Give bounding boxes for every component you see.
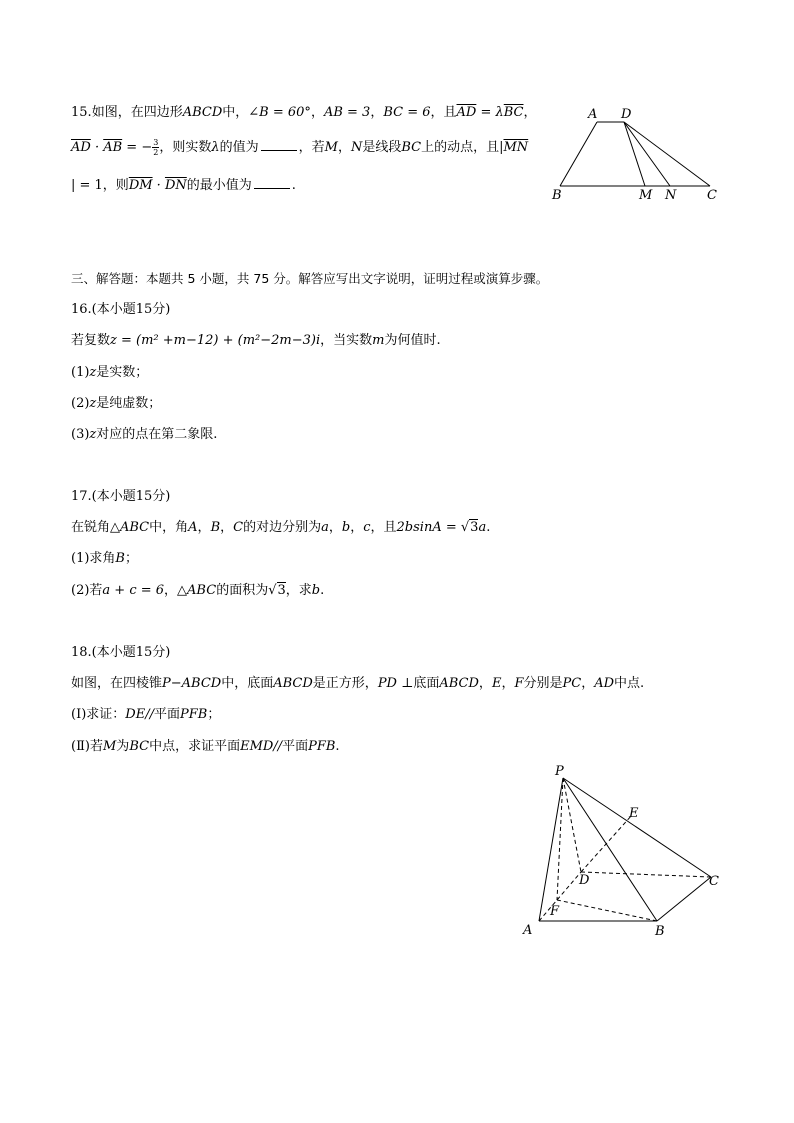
math: BC [401,140,422,155]
text: 的面积为 [216,583,269,598]
math: λ [211,140,220,155]
math: a [321,520,329,535]
text: ，△ [164,583,188,598]
text: (1)求角 [71,551,116,566]
math: a [478,520,487,535]
text: ， [328,520,342,535]
math: c [363,520,371,535]
math: AB = 3 [323,105,371,120]
q16-part-1 [71,364,148,382]
q18-stem [71,675,644,693]
text: 平面 [153,707,180,722]
text: (Ⅱ)若 [71,739,103,754]
segment-de [581,815,632,872]
text: 是纯虚数； [96,396,162,411]
math: DE// [125,707,154,722]
label-b: B [655,924,665,939]
q18-part-1 [71,706,220,724]
math: M [324,140,338,155]
label-d: D [579,873,590,888]
math: B = 60° [259,105,311,120]
text: ， [581,676,595,691]
math: E [491,676,502,691]
text: . [291,178,296,193]
math: z [89,427,97,442]
math: b [341,520,351,535]
math: A [188,520,198,535]
math: AD [594,676,615,691]
label-c: C [707,188,717,203]
q15-line-1 [71,104,537,122]
text: 中，底面 [221,676,274,691]
text: . [486,520,491,535]
text: 若复数 [71,333,111,348]
q16-title: 16.(本小题15分) [71,302,171,317]
vector-dm: $\overline{DM}$ [128,178,153,193]
math: z [89,365,97,380]
segment-dc [624,122,710,186]
math: 2bsinA = [396,520,461,535]
text: ，且 [370,520,397,535]
q17-stem: 在锐角△ABC中，角A，B，C的对边分别为a，b，c，且2bsinA = √3a. [71,520,491,535]
text: 为 [116,739,130,754]
q18-title: 18.(本小题15分) [71,645,171,660]
text: 如图，在四边形 [91,105,183,120]
math: EMD// [240,739,283,754]
label-p: P [555,764,564,779]
sqrt-radicand: 3 [470,520,479,535]
math: · [152,178,165,193]
text: 中点，求证平面 [149,739,241,754]
q16-stem [71,332,441,350]
math: P−ABCD [162,676,222,691]
math: = − [122,140,153,155]
text: 平面 [282,739,309,754]
edge-dc [581,872,711,877]
q18-part-2 [71,738,340,756]
text: ； [124,551,138,566]
math: = λ [476,105,504,120]
math: z = (m² +m−12) + (m²−2m−3)i [110,333,321,348]
segment-dm [624,122,645,186]
label-n: N [665,188,677,203]
pyramid-figure [515,760,730,942]
text: 在锐角△ [71,520,120,535]
q17-part-2: (2)若a + c = 6，△ABC的面积为√3，求b. [71,583,325,598]
math: BC = 6 [383,105,431,120]
text: ； [207,707,221,722]
text: ， [523,105,537,120]
text: . [320,583,325,598]
math: M [102,739,117,754]
text: (2)若 [71,583,103,598]
text: ， [501,676,515,691]
q15-line-2 [71,138,528,157]
label-e: E [629,806,639,821]
math: B [115,551,125,566]
text: ，求 [285,583,312,598]
math: · [90,140,104,155]
label-b: B [552,188,562,203]
sqrt-radicand: 3 [277,583,286,598]
math: ABC [187,583,217,598]
segment-fb [557,900,657,921]
vector-dn: $\overline{DN}$ [164,178,187,193]
text: 中，∠ [222,105,260,120]
text: ， [197,520,211,535]
text: 中点. [614,676,645,691]
vector-bc: $\overline{BC}$ [503,105,524,120]
question-number: 15. [71,105,92,120]
text: (2) [71,396,90,411]
text: ， [350,520,364,535]
math: ABCD [182,105,223,120]
math: PC [562,676,582,691]
math: z [89,396,97,411]
label-a: A [523,923,533,938]
answer-blank [254,176,290,189]
math: ABCD [273,676,313,691]
text: (Ⅰ)求证： [71,707,126,722]
trapezoid-figure [548,100,728,204]
vector-ab: $\overline{AB}$ [103,140,123,155]
text: 的最小值为 [186,178,252,193]
segment-dn [624,122,670,186]
text: 上的动点，且| [421,140,504,155]
text: 是正方形， [312,676,378,691]
text: 对应的点在第二象限. [96,427,218,442]
answer-blank [261,138,297,151]
text: ，且 [430,105,457,120]
text: 底面 [413,676,440,691]
q15-line-3 [71,176,296,195]
text: 如图，在四棱锥 [71,676,163,691]
q17-title: 17.(本小题15分) [71,489,171,504]
text: 分别是 [523,676,563,691]
text: (1) [71,365,90,380]
segment-ab [560,122,597,186]
text: 的值为 [219,140,259,155]
math: ABC [120,520,150,535]
math: ABCD [439,676,479,691]
text: 是实数； [96,365,149,380]
math: m [372,333,385,348]
text: . [335,739,340,754]
text: ， [478,676,492,691]
edge-bc [657,877,711,921]
text: ， [310,105,324,120]
q16-part-2 [71,395,161,413]
text: ， [220,520,234,535]
text: (3) [71,427,90,442]
text: ，若 [298,140,325,155]
section-heading: 三、解答题：本题共 5 小题，共 75 分。解答应写出文字说明，证明过程或演算步骤。 [71,271,549,286]
text: ， [370,105,384,120]
edge-pc [563,778,711,877]
text: 为何值时. [384,333,441,348]
fraction-numerator: 3 [153,138,159,147]
vector-ad: $\overline{AD}$ [456,105,477,120]
edge-ad [539,872,581,921]
q17-part-1 [71,550,138,568]
text: ，则实数 [159,140,212,155]
math: F [514,676,524,691]
text: 是线段 [362,140,402,155]
math: BC [129,739,150,754]
math: B [210,520,221,535]
text: 中，角 [149,520,189,535]
label-c: C [709,874,719,889]
text: | = 1，则 [71,178,129,193]
math: PFB [308,739,336,754]
vector-ad: $\overline{AD}$ [71,140,91,155]
q16-part-3 [71,426,217,444]
math: b [311,583,321,598]
math: N [350,140,363,155]
label-a: A [588,107,598,122]
math: PFB [179,707,208,722]
vector-mn: $\overline{MN}$ [503,140,529,155]
math: a + c = 6 [102,583,165,598]
text: 的对边分别为 [243,520,322,535]
label-d: D [621,107,632,122]
text: ，当实数 [320,333,373,348]
label-m: M [639,188,653,203]
math: PD ⊥ [377,676,414,691]
fraction-denominator: 2 [153,148,159,157]
label-f: F [550,904,560,919]
math: C [233,520,244,535]
text: ， [337,140,351,155]
